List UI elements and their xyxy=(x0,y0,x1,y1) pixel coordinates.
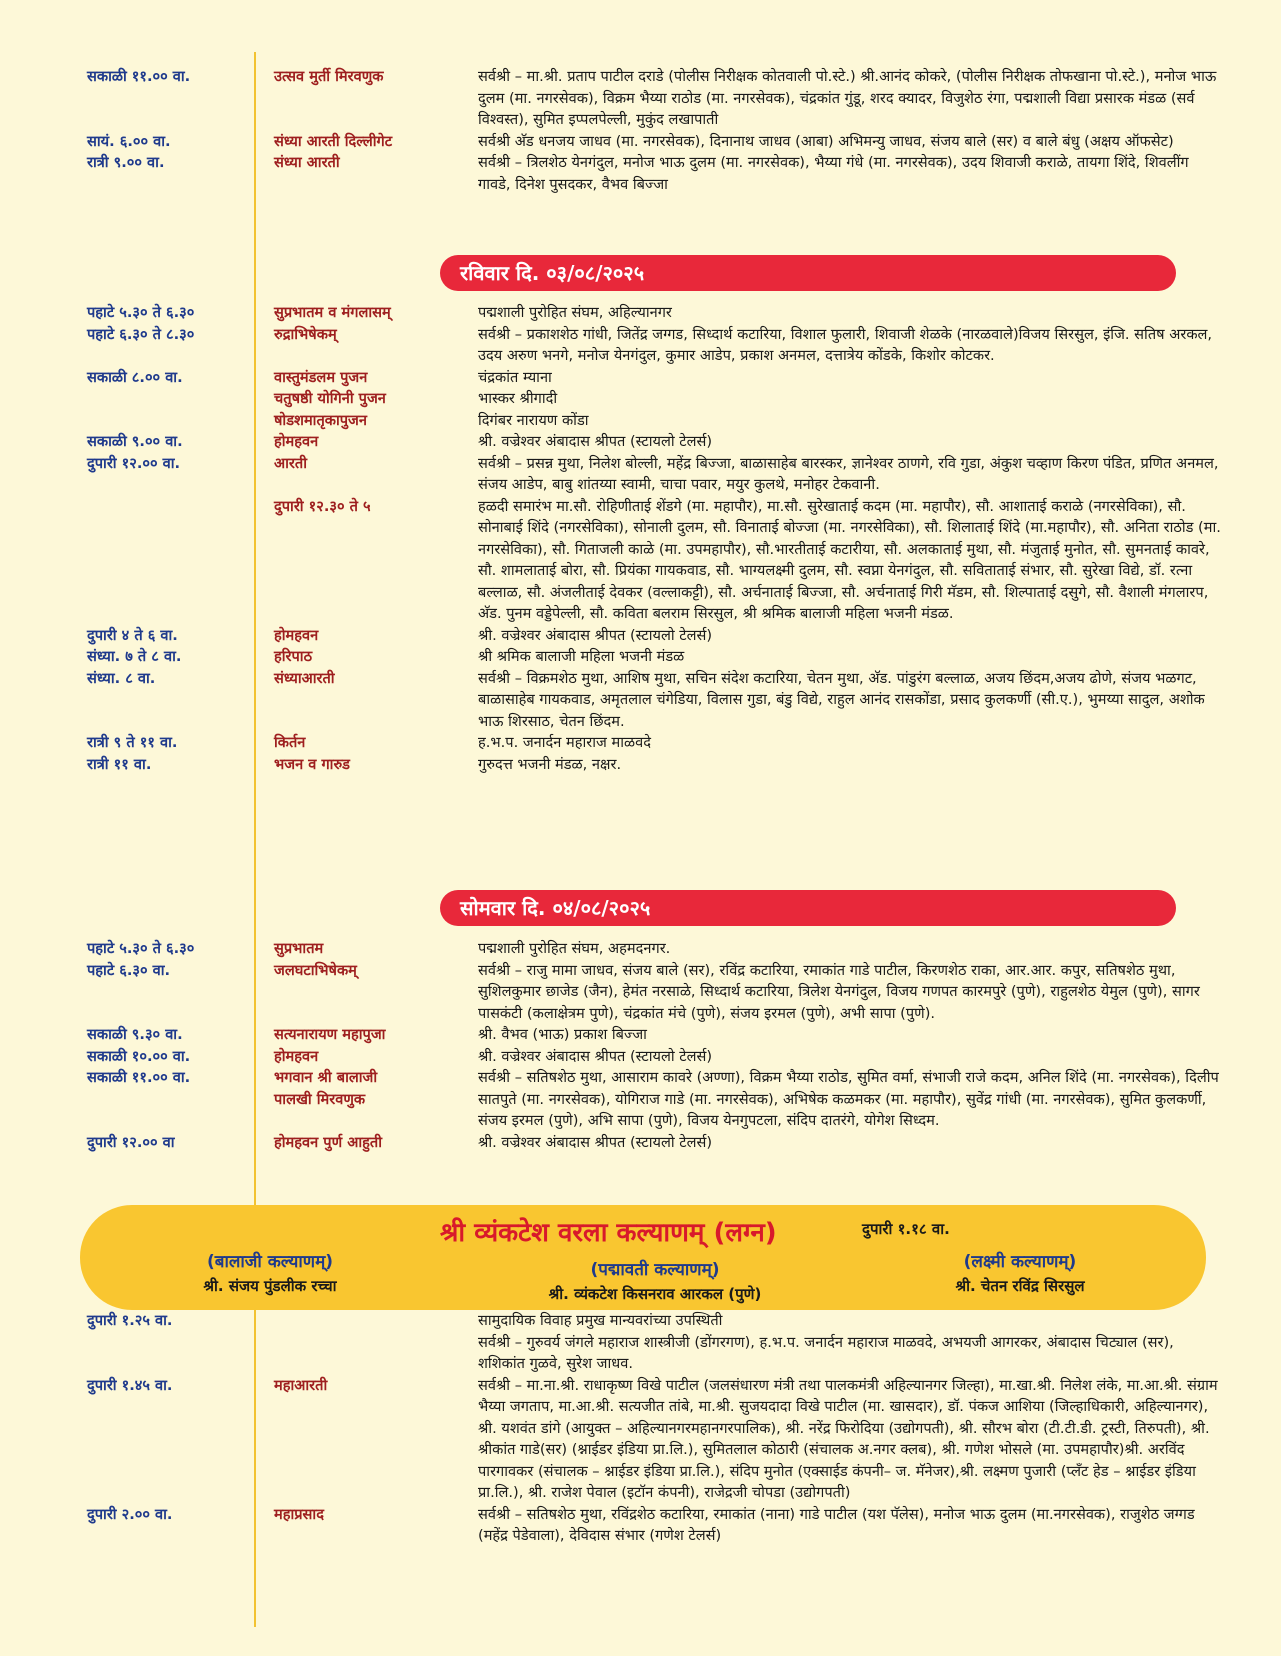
row-time xyxy=(0,410,262,432)
row-details: सर्वश्री – गुरुवर्य जंगले महाराज शास्त्रीजी (डोंगरगण), ह.भ.प. जनार्दन महाराज माळवदे, अभयजी आगरकर, अंबादास चिट्याल (सर), शशिकांत गुळवे, सुरेश जाधव. xyxy=(478,1333,1174,1372)
kalyanam-col-heading: (बालाजी कल्याणम्) xyxy=(206,1252,334,1272)
schedule-row xyxy=(0,1375,1281,1504)
row-time: पहाटे ५.३० ते ६.३० xyxy=(87,304,195,321)
row-event xyxy=(262,1375,466,1504)
row-details: श्री. वज्रेश्वर अंबादास श्रीपत (स्टायलो टेलर्स) xyxy=(478,1133,713,1151)
kalyanam-col-heading: (लक्ष्मी कल्याणम्) xyxy=(963,1252,1077,1272)
row-event-label: षोडशमातृकापुजन xyxy=(274,411,367,429)
row-event-label: चतुषष्ठी योगिनी पुजन xyxy=(274,390,386,407)
schedule-row xyxy=(0,496,1281,625)
schedule-row xyxy=(0,754,1281,776)
row-event-label: होमहवन xyxy=(274,626,319,644)
row-details: ह.भ.प. जनार्दन महाराज माळवदे xyxy=(478,734,651,751)
row-event-label: उत्सव मुर्ती मिरवणुक xyxy=(274,68,384,85)
schedule-row xyxy=(0,1132,1281,1154)
row-time: पहाटे ५.३० ते ६.३० xyxy=(87,940,195,957)
kalyanam-col-heading: (पद्मावती कल्याणम्) xyxy=(590,1260,720,1280)
kalyanam-time: दुपारी १.१८ वा. xyxy=(862,1220,950,1238)
row-event xyxy=(262,646,466,668)
row-event-label: वास्तुमंडलम पुजन xyxy=(274,368,368,386)
row-event-label: सुप्रभातम व मंगलासम् xyxy=(274,304,391,321)
schedule-row xyxy=(0,302,1281,324)
row-event-label: जलघटाभिषेकम् xyxy=(274,961,357,979)
schedule-row xyxy=(0,1504,1281,1547)
row-details: सर्वश्री – सतिषशेठ मुथा, आसाराम कावरे (अण्णा), विक्रम भैय्या राठोड, सुमित वर्मा, संभाजी राजे कदम, अनिल शिंदे (मा. नगरसेवक), दिलीप सातपुते (मा. नगरसेवक), योगिराज गाडे (मा. नगरसेवक), अभिषेक कळमकर (मा. महापौर), सुवेंद्र गांधी (मा. नगरसेवक), सुमित कुलकर्णी, संजय इरमल (पुणे), अभि सापा (पुणे), विजय येनगुपटला, संदिप दातरंगे, योगेश सिध्दम. xyxy=(478,1069,1219,1129)
row-event xyxy=(262,410,466,432)
row-details: श्री. वैभव (भाऊ) प्रकाश बिज्जा xyxy=(478,1026,647,1043)
row-time: रात्री ११ वा. xyxy=(87,755,152,773)
row-details: सर्वश्री अ‍ॅड धनजय जाधव (मा. नगरसेवक), दिनानाथ जाधव (आबा) अभिमन्यु जाधव, संजय बाले (सर) व बाले बंधु (अक्षय ऑफसेट) xyxy=(478,132,1174,150)
row-details: सर्वश्री – मा.ना.श्री. राधाकृष्ण विखे पाटील (जलसंधारण मंत्री तथा पालकमंत्री अहिल्यानगर जिल्हा), मा.खा.श्री. निलेश लंके, मा.आ.श्री. संग्राम भैय्या जगताप, मा.आ.श्री. सत्यजीत तांबे, मा.श्री. सुजयदादा विखे पाटील (मा. खासदार), डॉ. पंकज आशिया (जिल्हाधिकारी, अहिल्यानगर), श्री. यशवंत डांगे (आयुक्त – अहिल्यानगरमहानगरपालिक), श्री. नरेंद्र फिरोदिया (उद्योगपती), श्री. सौरभ बोरा (टी.टी.डी. ट्रस्टी, तिरुपती), श्री. श्रीकांत गाडे(सर) (श्नाईडर इंडिया प्रा.लि.), सुमितलाल कोठारी (संचालक अ.नगर क्लब), श्री. गणेश भोसले (मा. उपमहापौर)श्री. अरविंद पारगावकर (संचालक – श्नाईडर इंडिया प्रा.लि.), संदिप मुनोत (एक्साईड कंपनी– ज. मॅनेजर),श्री. लक्ष्मण पुजारी (प्लॅंट हेड – श्नाईडर इंडिया प्रा.लि.), श्री. राजेश पेवाल (इटॉन कंपनी), राजेद्रजी चोपडा (उद्योगपती) xyxy=(478,1376,1218,1501)
schedule-row xyxy=(0,625,1281,647)
kalyanam-col-name: श्री. व्यंकटेश किसनराव आरकल (पुणे) xyxy=(548,1285,762,1303)
schedule-block-4 xyxy=(0,1310,1281,1547)
row-event xyxy=(262,431,466,453)
row-details: चंद्रकांत म्याना xyxy=(478,368,552,386)
schedule-block-1 xyxy=(0,66,1281,195)
schedule-row xyxy=(0,1310,1281,1332)
row-time: रात्री ९ ते ११ वा. xyxy=(87,734,178,751)
row-time: दुपारी २.०० वा. xyxy=(87,1505,173,1523)
row-details: श्री. वज्रेश्वर अंबादास श्रीपत (स्टायलो टेलर्स) xyxy=(478,1047,713,1065)
row-event xyxy=(262,754,466,776)
row-event-label: संध्या आरती दिल्लीगेट xyxy=(274,132,393,150)
row-event xyxy=(262,1504,466,1547)
row-event-label: सुप्रभातम xyxy=(274,940,324,957)
row-event xyxy=(262,388,466,410)
kalyanam-col-lakshmi xyxy=(890,1249,1150,1296)
row-time: पहाटे ६.३० वा. xyxy=(87,961,171,979)
row-event xyxy=(262,324,466,367)
schedule-row xyxy=(0,66,1281,131)
row-time: संध्या. ८ वा. xyxy=(87,669,156,687)
kalyanam-title: श्री व्यंकटेश वरला कल्याणम् (लग्न) xyxy=(440,1218,777,1248)
schedule-row xyxy=(0,1046,1281,1068)
kalyanam-banner xyxy=(80,1205,1206,1310)
row-event xyxy=(262,1024,466,1046)
row-event-label: हरिपाठ xyxy=(274,648,313,665)
schedule-row xyxy=(0,131,1281,153)
row-details: श्री श्रमिक बालाजी महिला भजनी मंडळ xyxy=(478,648,685,665)
schedule-row xyxy=(0,453,1281,496)
row-time: दुपारी १.४५ वा. xyxy=(87,1376,173,1394)
row-details: श्री. वज्रेश्वर अंबादास श्रीपत (स्टायलो टेलर्स) xyxy=(478,626,713,644)
row-event-label: संध्याआरती xyxy=(274,669,335,687)
row-event xyxy=(262,732,466,754)
row-time: रात्री ९.०० वा. xyxy=(87,154,165,171)
row-event-label: होमहवन xyxy=(274,433,319,450)
row-event-label: दुपारी १२.३० ते ५ xyxy=(274,497,371,515)
row-event xyxy=(262,938,466,960)
day-banner-monday: सोमवार दि. ०४/०८/२०२५ xyxy=(440,890,1176,926)
schedule-block-3 xyxy=(0,938,1281,1153)
row-details: सर्वश्री – सतिषशेठ मुथा, रविंद्रशेठ कटारिया, रमाकांत (नाना) गाडे पाटील (यश पॅलेस), मनोज भाऊ दुलम (मा.नगरसेवक), राजुशेठ जग्गड (महेंद्र पेडेवाला), देविदास संभार (गणेश टेलर्स) xyxy=(478,1505,1195,1544)
row-details: सर्वश्री – राजु मामा जाधव, संजय बाले (सर), रविंद्र कटारिया, रमाकांत गाडे पाटील, किरणशेठ राका, आर.आर. कपुर, सतिषशेठ मुथा, सुशिलकुमार छाजेड (जैन), हेमंत नरसाळे, सिध्दार्थ कटारिया, त्रिलेश येनगंदुल, विजय गणपत कारमपुरे (पुणे), राहुलशेठ येमुल (पुणे), सागर पासकंटी (कलाक्षेत्रम पुणे), चंद्रकांत मंचे (पुणे), संजय इरमल (पुणे), अभी सापा (पुणे). xyxy=(478,961,1200,1022)
row-event-label: किर्तन xyxy=(274,734,306,751)
schedule-row xyxy=(0,410,1281,432)
row-time xyxy=(0,496,262,625)
schedule-row xyxy=(0,431,1281,453)
row-event xyxy=(262,1046,466,1068)
row-time: पहाटे ६.३० ते ८.३० xyxy=(87,325,195,343)
row-details: सामुदायिक विवाह प्रमुख मान्यवरांच्या उपस्थिती xyxy=(478,1312,723,1329)
row-details: भास्कर श्रीगादी xyxy=(478,390,558,407)
schedule-row xyxy=(0,960,1281,1025)
row-event xyxy=(262,496,466,625)
row-details: सर्वश्री – प्रकाशशेठ गांधी, जितेंद्र जग्गड, सिध्दार्थ कटारिया, विशाल फुलारी, शिवाजी शेळके (नारळवाले)विजय सिरसुल, इंजि. सतिष अरकल, उदय अरुण भनगे, मनोज येनगंदुल, कुमार आडेप, प्रकाश अनमल, दत्तात्रेय कोंडके, किशोर कोटकर. xyxy=(478,325,1213,364)
schedule-row xyxy=(0,668,1281,733)
row-event-label: भजन व गारुड xyxy=(274,755,350,773)
row-time: दुपारी ४ ते ६ वा. xyxy=(87,626,178,644)
row-time: संध्या. ७ ते ८ वा. xyxy=(87,648,182,665)
row-event xyxy=(262,625,466,647)
schedule-row xyxy=(0,324,1281,367)
row-event-label: महाआरती xyxy=(274,1376,328,1394)
row-time xyxy=(0,388,262,410)
schedule-row xyxy=(0,732,1281,754)
schedule-row xyxy=(0,646,1281,668)
row-time: सकाळी १०.०० वा. xyxy=(87,1047,191,1065)
row-event xyxy=(262,367,466,389)
row-details: सर्वश्री – मा.श्री. प्रताप पाटील दराडे (पोलीस निरीक्षक कोतवाली पो.स्टे.) श्री.आनंद कोकरे, (पोलीस निरीक्षक तोफखाना पो.स्टे.), मनोज भाऊ दुलम (मा. नगरसेवक), विक्रम भैय्या राठोड (मा. नगरसेवक), चंद्रकांत गुंडू, शरद क्यादर, विजुशेठ रंगा, पद्मशाली विद्या प्रसारक मंडळ (सर्व विश्वस्त), सुमित इप्पलपेल्ली, मुकुंद लखापाती xyxy=(478,68,1217,128)
row-event-label: होमहवन पुर्ण आहुती xyxy=(274,1133,382,1151)
schedule-row xyxy=(0,1024,1281,1046)
row-event xyxy=(262,1310,466,1332)
row-time: सकाळी ११.०० वा. xyxy=(87,68,191,85)
row-details: हळदी समारंभ मा.सौ. रोहिणीताई शेंडगे (मा. महापौर), मा.सौ. सुरेखाताई कदम (मा. महापौर), सौ. आशाताई कराळे (नगरसेविका), सौ. सोनाबाई शिंदे (नगरसेविका), सोनाली दुलम, सौ. विनाताई बोज्जा (मा. नगरसेविका), सौ. शिलाताई शिंदे (मा.महापौर), सौ. अनिता राठोड (मा. नगरसेविका), सौ. गिताजली काळे (मा. उपमहापौर), सौ.भारतीताई कटारीया, सौ. अलकाताई मुथा, सौ. मंजुताई मुनोत, सौ. सुमनताई कावरे, सौ. शामलाताई बोरा, सौ. प्रियंका गायकवाड, सौ. भाग्यलक्ष्मी दुलम, सौ. स्वप्ना येनगंदुल, सौ. सविताताई संभार, सौ. सुरेखा विद्ये, डॉ. रत्ना बल्लाळ, सौ. अंजलीताई देवकर (वल्लाकट्टी), सौ. अर्चनाताई बिज्जा, सौ. अर्चनाताई गिरी मॅडम, सौ. शिल्पाताई दसुगे, सौ. वैशाली मंगलारप, अ‍ॅड. पुनम वड्डेपेल्ली, सौ. कविता बलराम सिरसुल, श्री श्रमिक बालाजी महिला भजनी मंडळ. xyxy=(478,497,1221,622)
row-event-label: महाप्रसाद xyxy=(274,1505,324,1523)
row-time: सायं. ६.०० वा. xyxy=(87,132,171,150)
row-event xyxy=(262,302,466,324)
day-banner-sunday: रविवार दि. ०३/०८/२०२५ xyxy=(440,255,1176,291)
row-details: पद्मशाली पुरोहित संघम, अहमदनगर. xyxy=(478,940,671,957)
schedule-row xyxy=(0,1332,1281,1375)
kalyanam-col-name: श्री. चेतन रविंद्र सिरसुल xyxy=(955,1277,1085,1295)
row-event xyxy=(262,1332,466,1375)
kalyanam-col-balaji xyxy=(140,1249,400,1296)
row-event-label: होमहवन xyxy=(274,1047,319,1065)
row-time: सकाळी ११.०० वा. xyxy=(87,1069,191,1086)
row-details: सर्वश्री – प्रसन्न मुथा, निलेश बोल्ली, महेंद्र बिज्जा, बाळासाहेब बारस्कर, ज्ञानेश्वर ठाणगे, रवि गुडा, अंकुश चव्हाण किरण पंडित, प्रणित अनमल, संजय आडेप, बाबु शांतय्या स्वामी, चाचा पवार, मयुर कुलथे, मनोहर टेकवानी. xyxy=(478,454,1219,493)
row-event-label: रुद्राभिषेकम् xyxy=(274,325,337,343)
row-event-label: सत्यनारायण महापुजा xyxy=(274,1026,386,1043)
schedule-row xyxy=(0,367,1281,389)
row-event-label: संध्या आरती xyxy=(274,154,340,171)
row-time xyxy=(0,1332,262,1375)
row-time: सकाळी ९.३० वा. xyxy=(87,1026,183,1043)
row-details: सर्वश्री – त्रिलशेठ येनगंदुल, मनोज भाऊ दुलम (मा. नगरसेवक), भैय्या गंधे (मा. नगरसेवक), उदय शिवाजी कराळे, तायगा शिंदे, शिवलींग गावडे, दिनेश पुसदकर, वैभव बिज्जा xyxy=(478,154,1189,193)
row-details: पद्मशाली पुरोहित संघम, अहिल्यानगर xyxy=(478,304,672,321)
kalyanam-col-name: श्री. संजय पुंडलीक रच्चा xyxy=(203,1277,337,1295)
row-time: सकाळी ९.०० वा. xyxy=(87,433,183,450)
schedule-block-2 xyxy=(0,302,1281,775)
row-event xyxy=(262,152,466,195)
row-event xyxy=(262,1067,466,1132)
row-event-label-2: पालखी मिरवणुक xyxy=(274,1090,366,1108)
row-event-label: आरती xyxy=(274,454,307,472)
row-event xyxy=(262,1132,466,1154)
schedule-row xyxy=(0,152,1281,195)
row-event xyxy=(262,668,466,733)
row-event xyxy=(262,131,466,153)
schedule-row xyxy=(0,388,1281,410)
kalyanam-col-padmavati xyxy=(490,1257,820,1304)
row-details: गुरुदत्त भजनी मंडळ, नक्षर. xyxy=(478,755,622,773)
row-time: दुपारी १.२५ वा. xyxy=(87,1312,173,1329)
schedule-row xyxy=(0,938,1281,960)
row-time: दुपारी १२.०० वा xyxy=(87,1133,175,1151)
row-details: श्री. वज्रेश्वर अंबादास श्रीपत (स्टायलो टेलर्स) xyxy=(478,433,713,450)
row-time: दुपारी १२.०० वा. xyxy=(87,454,181,472)
row-time: सकाळी ८.०० वा. xyxy=(87,368,183,386)
row-details: सर्वश्री – विक्रमशेठ मुथा, आशिष मुथा, सचिन संदेश कटारिया, चेतन मुथा, अ‍ॅड. पांडुरंग बल्लाळ, अजय छिंदम,अजय ढोणे, संजय भळगट, बाळासाहेब गायकवाड, अमृतलाल चंगेडिया, विलास गुडा, बंडु विद्ये, राहुल आनंद रासकोंडा, प्रसाद कुलकर्णी (सी.ए.), भुमय्या सादुल, अशोक भाऊ शिरसाठ, चेतन छिंदम. xyxy=(478,669,1205,730)
row-event-label: भगवान श्री बालाजी xyxy=(274,1069,378,1086)
row-event xyxy=(262,453,466,496)
row-details: दिगंबर नारायण कोंडा xyxy=(478,411,589,429)
row-event xyxy=(262,66,466,131)
row-event xyxy=(262,960,466,1025)
schedule-row xyxy=(0,1067,1281,1132)
